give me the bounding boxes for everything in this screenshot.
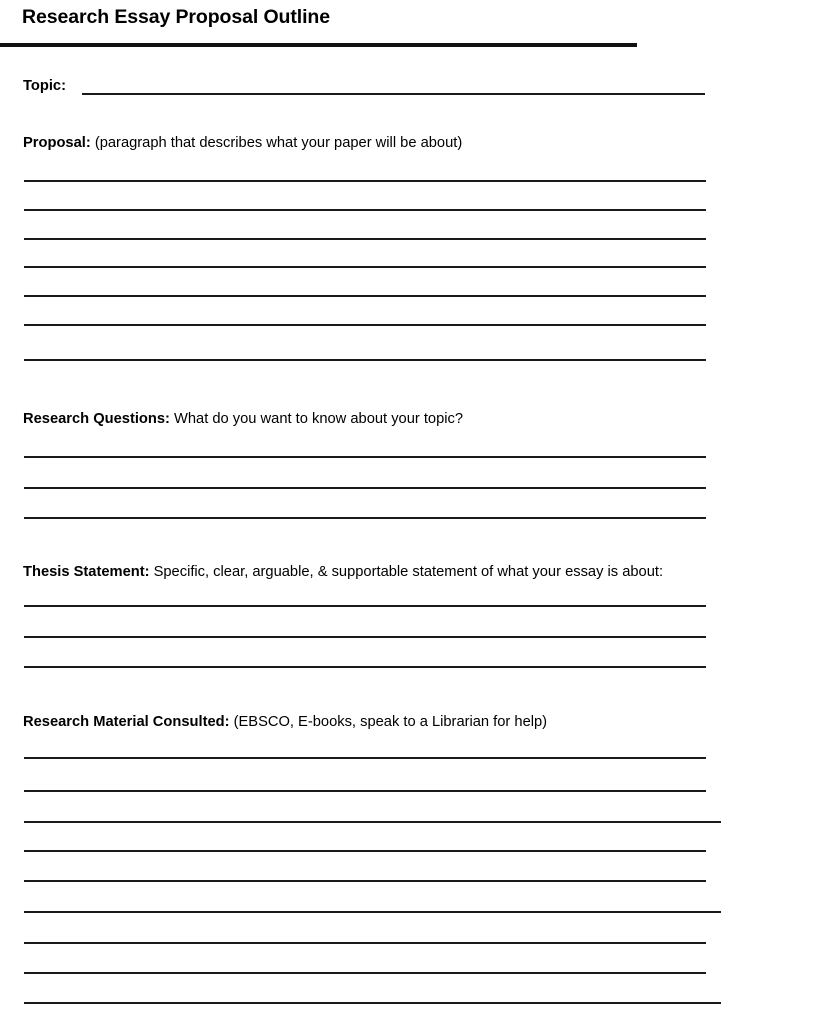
section-heading-research-questions	[23, 409, 463, 429]
topic-input-line[interactable]	[82, 93, 705, 95]
write-line[interactable]	[24, 266, 706, 268]
write-line[interactable]	[24, 757, 706, 759]
section-label-research-material-consulted: Research Material Consulted:	[23, 714, 230, 730]
write-line[interactable]	[24, 666, 706, 668]
write-line[interactable]	[24, 911, 721, 913]
section-heading-proposal	[23, 133, 462, 153]
section-description-research-questions: What do you want to know about your topic?	[169, 411, 464, 427]
section-label-thesis-statement: Thesis Statement:	[23, 564, 150, 580]
section-label-research-questions: Research Questions:	[23, 411, 170, 427]
topic-label-row	[23, 76, 66, 96]
write-line[interactable]	[24, 180, 706, 182]
write-line[interactable]	[24, 1002, 721, 1004]
section-heading-research-material-consulted	[23, 712, 547, 732]
write-line[interactable]	[24, 942, 706, 944]
write-line[interactable]	[24, 209, 706, 211]
section-description-thesis-statement: Specific, clear, arguable, & supportable statement of what your essay is about:	[149, 564, 664, 580]
title-divider	[0, 43, 637, 47]
write-line[interactable]	[24, 238, 706, 240]
section-description-proposal: (paragraph that describes what your paper will be about)	[90, 135, 463, 151]
topic-label: Topic:	[23, 78, 66, 94]
write-line[interactable]	[24, 972, 706, 974]
write-line[interactable]	[24, 324, 706, 326]
section-heading-thesis-statement	[23, 562, 663, 582]
write-line[interactable]	[24, 605, 706, 607]
write-line[interactable]	[24, 295, 706, 297]
section-description-research-material-consulted: (EBSCO, E-books, speak to a Librarian for help)	[229, 714, 548, 730]
write-line[interactable]	[24, 850, 706, 852]
write-line[interactable]	[24, 636, 706, 638]
write-line[interactable]	[24, 517, 706, 519]
section-label-proposal: Proposal:	[23, 135, 91, 151]
write-line[interactable]	[24, 880, 706, 882]
write-line[interactable]	[24, 456, 706, 458]
write-line[interactable]	[24, 487, 706, 489]
write-line[interactable]	[24, 359, 706, 361]
write-line[interactable]	[24, 821, 721, 823]
page-title: Research Essay Proposal Outline	[22, 6, 330, 28]
write-line[interactable]	[24, 790, 706, 792]
